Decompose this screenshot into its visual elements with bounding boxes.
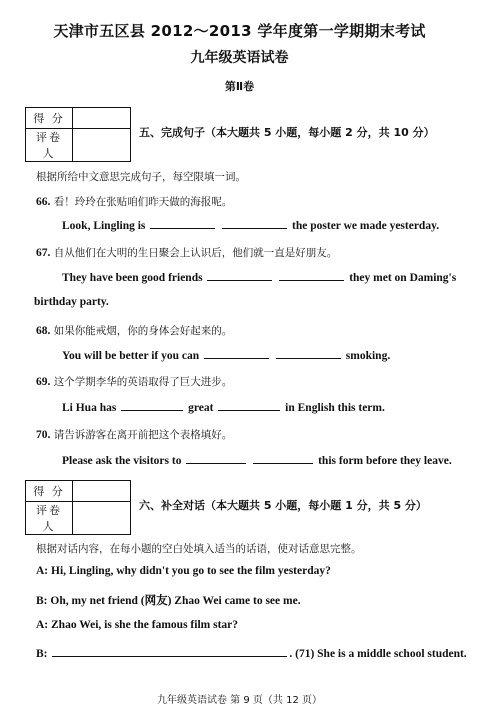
- exam-title: 天津市五区县 2012～2013 学年度第一学期期末考试: [53, 22, 426, 40]
- dialogue-line: A: Zhao Wei, is she the famous film star?: [36, 619, 238, 631]
- score-field[interactable]: [73, 108, 131, 129]
- answer-blank[interactable]: [121, 400, 183, 411]
- dialogue-line: B: Oh, my net friend (网友) Zhao Wei came to see me.: [36, 595, 301, 607]
- section5-title: 五、完成句子（本大题共 5 小题，每小题 2 分，共 10 分）: [139, 126, 435, 139]
- score-box-section6: [25, 480, 131, 535]
- question-68-chinese: [36, 323, 232, 338]
- page-footer: 九年级英语试卷 第 9 页（共 12 页）: [157, 695, 322, 706]
- sentence-part: Look, Lingling is: [62, 220, 146, 232]
- answer-blank[interactable]: [204, 348, 269, 359]
- sentence-part: . (71) She is a middle school student.: [289, 648, 467, 660]
- question-cn-text: 看！玲玲在张贴咱们昨天做的海报呢。: [53, 196, 233, 208]
- dialogue-line: A: Hi, Lingling, why didn't you go to see the film yesterday?: [36, 565, 331, 577]
- sentence-part: the poster we made yesterday.: [292, 220, 440, 232]
- answer-blank[interactable]: [276, 348, 341, 359]
- sentence-part: You will be better if you can: [62, 350, 200, 362]
- question-number: 67.: [36, 247, 51, 259]
- question-70-english: [62, 453, 452, 467]
- score-field[interactable]: [73, 481, 131, 502]
- question-66-english: [62, 218, 439, 232]
- answer-blank-71[interactable]: [52, 646, 287, 657]
- answer-blank[interactable]: [150, 218, 215, 229]
- question-number: 68.: [36, 325, 51, 337]
- exam-subtitle: 九年级英语试卷: [190, 50, 289, 66]
- answer-blank[interactable]: [218, 400, 280, 411]
- question-number: 66.: [36, 196, 51, 208]
- grader-label: 评卷人: [26, 502, 73, 535]
- volume-label: 第Ⅱ卷: [224, 80, 255, 93]
- answer-blank[interactable]: [222, 218, 287, 229]
- sentence-part: great: [188, 402, 214, 414]
- question-69-english: [62, 400, 385, 414]
- question-70-chinese: [36, 427, 232, 442]
- grader-field[interactable]: [73, 502, 131, 535]
- grader-field[interactable]: [73, 129, 131, 162]
- sentence-part: They have been good friends: [62, 272, 203, 284]
- question-67-english: [62, 270, 456, 284]
- question-66-chinese: [36, 194, 232, 209]
- sentence-part: smoking.: [345, 350, 391, 362]
- question-68-english: [62, 348, 390, 362]
- section6-title: 六、补全对话（本大题共 5 小题，每小题 1 分，共 5 分）: [139, 499, 427, 512]
- question-cn-text: 请告诉游客在离开前把这个表格填好。: [53, 429, 233, 441]
- score-label: 得 分: [26, 481, 73, 502]
- question-number: 70.: [36, 429, 51, 441]
- answer-blank[interactable]: [186, 453, 246, 464]
- score-label: 得 分: [26, 108, 73, 129]
- sentence-part: they met on Daming's: [349, 272, 457, 284]
- question-cn-text: 这个学期李华的英语取得了巨大进步。: [53, 376, 233, 388]
- question-number: 69.: [36, 376, 51, 388]
- question-69-chinese: [36, 374, 232, 389]
- sentence-part: Li Hua has: [62, 402, 117, 414]
- question-cn-text: 如果你能戒烟，你的身体会好起来的。: [53, 325, 233, 337]
- sentence-part: Please ask the visitors to: [62, 455, 182, 467]
- grader-label: 评卷人: [26, 129, 73, 162]
- section6-instruction: 根据对话内容，在每小题的空白处填入适当的话语，使对话意思完整。: [36, 543, 362, 555]
- question-67-continuation: birthday party.: [34, 296, 109, 308]
- sentence-part: this form before they leave.: [318, 455, 452, 467]
- score-box-section5: [25, 107, 131, 162]
- section5-instruction: 根据所给中文意思完成句子，每空限填一词。: [36, 171, 246, 183]
- sentence-part: in English this term.: [285, 402, 385, 414]
- question-67-chinese: [36, 245, 337, 260]
- question-cn-text: 自从他们在大明的生日聚会上认识后，他们就一直是好朋友。: [53, 247, 338, 259]
- answer-blank[interactable]: [279, 270, 344, 281]
- dialogue-line-71: [36, 646, 467, 660]
- answer-blank[interactable]: [207, 270, 272, 281]
- speaker-label: B:: [36, 648, 48, 660]
- answer-blank[interactable]: [253, 453, 313, 464]
